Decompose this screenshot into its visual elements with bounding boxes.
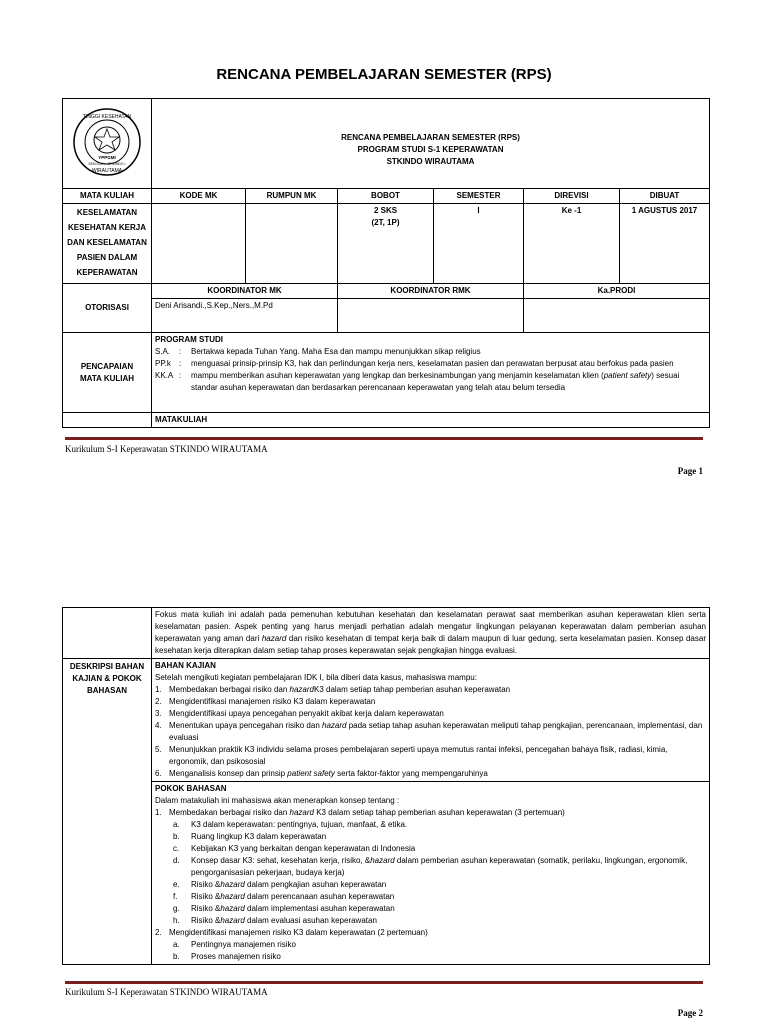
col-mata-kuliah: MATA KULIAH	[63, 189, 152, 204]
bobot-line: 2 SKS	[373, 206, 398, 215]
outcome-text: menguasai prinsip-prinsip K3, hak dan perlindungan kerja ners, keselamatan pasien dan perawatan berpusat atau berfokus pada pasien	[191, 359, 674, 368]
bahan-kajian	[152, 659, 710, 782]
list-item: 2. Mengidentifikasi manajemen risiko K3 dalam keperawatan	[155, 697, 376, 706]
outcome-text: mampu memberikan asuhan keperawatan yang lengkap dan berkesinambungan yang menjamin keselamatan klien (patient safety) sesuai standar asuhan keperawatan dan berdasarkan perencanaan keperawatan yang telah atau belum tersedia	[191, 371, 680, 392]
institution-logo	[69, 107, 145, 177]
outcome-key: S.A.	[155, 347, 171, 356]
logo-cell	[63, 99, 152, 189]
sub-item: c. Kebijakan K3 yang berkaitan dengan keperawatan di Indonesia	[173, 844, 416, 853]
header-title-cell	[152, 99, 710, 189]
footer-text-1: Kurikulum S-I Keperawatan STKINDO WIRAUTAMA	[65, 444, 268, 454]
outcome-colon: :	[179, 359, 182, 368]
pokok-bahasan-intro: Dalam matakuliah ini mahasiswa akan menerapkan konsep tentang :	[155, 796, 400, 805]
pokok-bahasan-list	[155, 807, 706, 819]
koordinator-rmk-value	[338, 299, 524, 333]
col-dibuat: DIBUAT	[620, 189, 710, 204]
matakuliah-spacer	[63, 413, 152, 428]
kaprodi-value	[524, 299, 710, 333]
list-item: 5. Menunjukkan praktik K3 individu selama proses pembelajaran seperti upaya memutus rantai infeksi, pencegahan bahaya fisik, radiasi, kimia, ergonomik, dan psikososial	[155, 745, 668, 766]
course-name-line: KEPERAWATAN	[76, 268, 138, 277]
bobot-line: (2T, 1P)	[371, 218, 400, 227]
koordinator-rmk-header: KOORDINATOR RMK	[338, 284, 524, 299]
sub-item: a. K3 dalam keperawatan: pentingnya, tujuan, manfaat, & etika.	[173, 820, 408, 829]
deskripsi-label-line: BAHASAN	[87, 686, 127, 695]
sub-item: b. Proses manajemen risiko	[173, 952, 281, 961]
koordinator-mk-name: Deni Arisandi.,S.Kep.,Ners.,M.Pd	[152, 299, 338, 333]
list-item: 1. Membedakan berbagai risiko dan hazardK3 dalam setiap tahap pemberian asuhan keperawatan	[155, 685, 511, 694]
bobot-value	[338, 204, 434, 284]
pokok-bahasan	[152, 782, 710, 965]
deskripsi-label	[63, 659, 152, 965]
matakuliah-title: MATAKULIAH	[152, 413, 710, 428]
sub-item: h. Risiko &hazard dalam evaluasi asuhan keperawatan	[173, 916, 377, 925]
semester-value: I	[434, 204, 524, 284]
deskripsi-label-line: DESKRIPSI BAHAN	[69, 662, 145, 671]
logo-text-top: TINGGI KESEHATAN	[82, 113, 132, 120]
dibuat-value: 1 AGUSTUS 2017	[620, 204, 710, 284]
col-kode-mk: KODE MK	[152, 189, 246, 204]
header-line-2: PROGRAM STUDI S-1 KEPERAWATAN	[357, 145, 504, 154]
logo-text-center: YPPGMI	[98, 154, 116, 160]
sub-item: d. Konsep dasar K3: sehat, kesehatan kerja, risiko, &hazard dalam pemberian asuhan keperawatan (somatik, perilaku, lingkungan, ergonomik, pengorganisasian pekerjaan, budaya kerja)	[173, 856, 688, 877]
footer-rule-2	[65, 981, 703, 984]
footer-text-2: Kurikulum S-I Keperawatan STKINDO WIRAUTAMA	[65, 987, 268, 997]
header-line-1: RENCANA PEMBELAJARAN SEMESTER (RPS)	[341, 133, 520, 142]
document-title: RENCANA PEMBELAJARAN SEMESTER (RPS)	[216, 66, 552, 83]
kode-mk-value	[152, 204, 246, 284]
outcome-colon: :	[179, 347, 182, 356]
page-number-1: Page 1	[677, 466, 703, 476]
outcome-colon: :	[179, 371, 182, 380]
pencapaian-content	[152, 333, 710, 413]
col-direvisi: DIREVISI	[524, 189, 620, 204]
logo-text-ring: SEKOLAH • STIKINDO •	[88, 161, 126, 166]
outcome-key: PP.k	[155, 359, 171, 368]
course-name-line: DAN KESELAMATAN	[67, 238, 147, 247]
outcome-row	[155, 358, 706, 370]
sub-item: a. Pentingnya manajemen risiko	[173, 940, 296, 949]
deskripsi-label-line: KAJIAN & POKOK	[72, 674, 142, 683]
list-item: 3. Mengidentifikasi upaya pencegahan penyakit akibat kerja dalam keperawatan	[155, 709, 444, 718]
bahan-kajian-list	[155, 684, 706, 780]
list-item: 2. Mengidentifikasi manajemen risiko K3 dalam keperawatan (2 pertemuan)	[155, 928, 428, 937]
koordinator-mk-header: KOORDINATOR MK	[152, 284, 338, 299]
fokus-spacer	[63, 608, 152, 659]
outcome-text: Bertakwa kepada Tuhan Yang. Maha Esa dan mampu menunjukkan sikap religius	[191, 347, 481, 356]
header-line-3: STKINDO WIRAUTAMA	[386, 157, 475, 166]
sub-item: f. Risiko &hazard dalam perencanaan asuhan keperawatan	[173, 892, 395, 901]
course-name	[63, 204, 152, 284]
kaprodi-header: Ka.PRODI	[524, 284, 710, 299]
bahan-kajian-intro: Setelah mengikuti kegiatan pembelajaran IDK I, bila diberi data kasus, mahasiswa mampu:	[155, 673, 477, 682]
outcome-row	[155, 346, 706, 358]
pokok-bahasan-title: POKOK BAHASAN	[155, 784, 227, 793]
outcome-row	[155, 370, 706, 394]
sub-item: g. Risiko &hazard dalam implementasi asuhan keperawatan	[173, 904, 395, 913]
page-number-2: Page 2	[677, 1008, 703, 1018]
list-item: 4. Menentukan upaya pencegahan risiko dan hazard pada setiap tahap asuhan keperawatan meliputi tahap pengkajian, perencanaan, implementasi, dan evaluasi	[155, 721, 703, 742]
col-bobot: BOBOT	[338, 189, 434, 204]
logo-text-bottom: WIRAUTAMA	[91, 167, 123, 174]
list-item: 1. Membedakan berbagai risiko dan hazard K3 dalam setiap tahap pemberian asuhan keperawatan (3 pertemuan)	[155, 808, 565, 817]
rps-header-table	[62, 98, 710, 428]
course-name-line: PASIEN DALAM	[76, 253, 138, 262]
sub-item: b. Ruang lingkup K3 dalam keperawatan	[173, 832, 327, 841]
pencapaian-label	[63, 333, 152, 413]
pencapaian-label-line: PENCAPAIAN	[80, 361, 134, 371]
pokok-1-sublist	[155, 819, 706, 927]
course-name-line: KESEHATAN KERJA	[68, 223, 146, 232]
col-semester: SEMESTER	[434, 189, 524, 204]
outcome-key: KK.A	[155, 371, 174, 380]
bahan-kajian-title: BAHAN KAJIAN	[155, 661, 216, 670]
sub-item: e. Risiko &hazard dalam pengkajian asuhan keperawatan	[173, 880, 387, 889]
list-item: 6. Menganalisis konsep dan prinsip patient safety serta faktor-faktor yang mempengaruhinya	[155, 769, 488, 778]
rumpun-mk-value	[246, 204, 338, 284]
course-name-line: KESELAMATAN	[76, 208, 138, 217]
col-rumpun-mk: RUMPUN MK	[246, 189, 338, 204]
otorisasi-label: OTORISASI	[63, 284, 152, 333]
pokok-bahasan-list-2	[155, 927, 706, 939]
pokok-2-sublist	[155, 939, 706, 963]
direvisi-value: Ke -1	[524, 204, 620, 284]
rps-content-table	[62, 607, 710, 965]
fokus-description: Fokus mata kuliah ini adalah pada pemenuhan kebutuhan kesehatan dan keselamatan perawat saat memberikan asuhan keperawatan klien serta keselamatan pasien. Aspek penting yang harus menjadi perhatian adalah mengatur lingkungan pelayanan keperawatan dalam pemberian asuhan keperawatan yang aman dari hazard dan risiko kesehatan di tempat kerja baik di dalam maupun di luar gedung, serta keselamatan pasien. Konsep dasar kesehatan kerja diterapkan dalam setiap tahap proses keperawatan sejak pengkajian hingga evaluasi.	[152, 608, 710, 659]
program-studi-title: PROGRAM STUDI	[155, 335, 223, 344]
pencapaian-label-line: MATA KULIAH	[79, 373, 135, 383]
footer-rule-1	[65, 437, 703, 440]
